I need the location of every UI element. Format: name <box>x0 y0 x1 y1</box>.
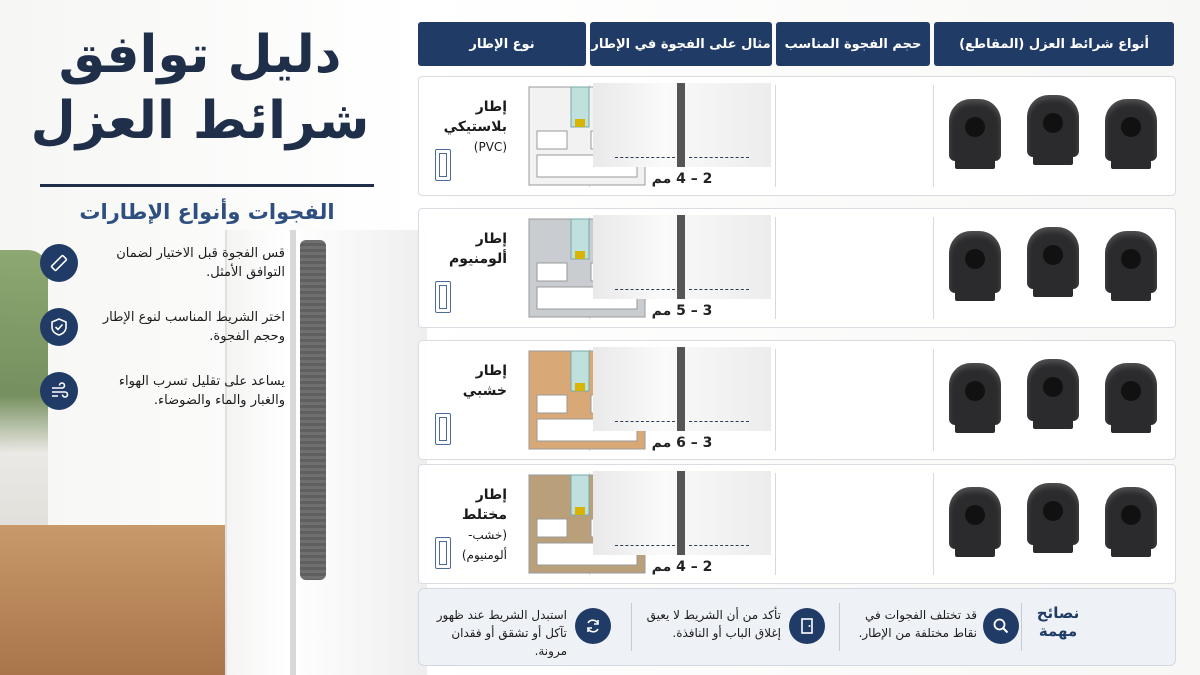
cell-divider <box>775 473 776 575</box>
ruler-icon <box>40 244 78 282</box>
seal-strip-profile <box>1027 227 1079 289</box>
header-frame-type: نوع الإطار <box>418 22 586 66</box>
title-line-2: شرائط العزل <box>30 91 370 151</box>
seal-strip-profile <box>1027 95 1079 157</box>
cell-divider <box>775 85 776 187</box>
footer-heading: نصائح مهمة <box>1036 604 1080 640</box>
footer-tip-text: استبدل الشريط عند ظهور تآكل أو تشقق أو فقدان مرونة. <box>436 608 567 658</box>
door-icon <box>789 608 825 644</box>
frame-name-text: إطار مختلط <box>461 487 507 523</box>
header-strip-types: أنواع شرائط العزل (المقاطع) <box>934 22 1174 66</box>
title-line-1: دليل توافق <box>58 25 342 85</box>
tip-choose <box>40 306 285 354</box>
footer-tip-text: تأكد من أن الشريط لا يعيق إغلاق الباب أو النافذة. <box>646 608 781 640</box>
wind-icon <box>40 372 78 410</box>
page-subtitle: الفجوات وأنواع الإطارات <box>79 200 335 224</box>
seal-strip-profile <box>949 363 1001 425</box>
cell-divider <box>933 349 934 451</box>
seal-strip-profile <box>1105 363 1157 425</box>
gap-size-label: 3 – 5 مم <box>651 303 713 319</box>
tip-measure <box>40 242 285 290</box>
magnifier-icon <box>983 608 1019 644</box>
gap-illustration <box>677 215 685 299</box>
title-divider <box>40 184 374 187</box>
header-gap-size: حجم الفجوة المناسب <box>776 22 930 66</box>
gap-illustration <box>677 83 685 167</box>
gap-size-label: 3 – 6 مم <box>651 435 713 451</box>
frame-name-text: إطار ألومنيوم <box>449 231 507 267</box>
seal-strip-profile <box>949 99 1001 161</box>
gap-size-label: 2 – 4 مم <box>651 559 713 575</box>
gap-arrow-left <box>615 421 675 422</box>
window-frame-icon <box>435 413 451 445</box>
door-frame-photo <box>225 230 427 675</box>
cell-divider <box>775 349 776 451</box>
tip-text: اختر الشريط المناسب لنوع الإطار وحجم الفجوة. <box>102 310 285 344</box>
cell-divider <box>775 217 776 319</box>
tip-benefit <box>40 370 285 418</box>
table-row <box>418 76 1176 196</box>
shield-check-icon <box>40 308 78 346</box>
gap-arrow-right <box>689 545 749 546</box>
frame-name-text: إطار خشبي <box>462 363 507 399</box>
frame-name-extra: (PVC) <box>473 140 507 154</box>
page-title <box>20 22 380 154</box>
door-frame-edge <box>290 230 296 675</box>
frame-name-text: إطار بلاستيكي <box>443 99 507 135</box>
header-gap-example: مثال على الفجوة في الإطار <box>590 22 772 66</box>
seal-strip-profile <box>949 231 1001 293</box>
footer-tip-text: قد تختلف الفجوات في نقاط مختلفة من الإطار. <box>858 608 977 640</box>
footer-tip-gaps <box>849 589 1019 665</box>
gap-arrow-right <box>689 421 749 422</box>
gap-illustration <box>677 471 685 555</box>
footer-divider <box>839 603 840 651</box>
frame-name-extra: (خشب-ألومنيوم) <box>461 528 507 562</box>
footer-divider <box>631 603 632 651</box>
frame-name <box>427 361 507 401</box>
frame-name <box>427 229 507 269</box>
footer-tip-door <box>639 589 829 665</box>
seal-strip-profile <box>1105 487 1157 549</box>
gap-illustration <box>677 347 685 431</box>
gap-arrow-left <box>615 545 675 546</box>
seal-strip-profile <box>1027 359 1079 421</box>
window-frame-icon <box>435 149 451 181</box>
seal-strip-profile <box>1105 231 1157 293</box>
installed-seal-strip <box>300 240 326 580</box>
cell-divider <box>933 85 934 187</box>
window-frame-icon <box>435 537 451 569</box>
gap-arrow-left <box>615 289 675 290</box>
gap-size-label: 2 – 4 مم <box>651 171 713 187</box>
footer-tip-replace <box>427 589 617 665</box>
table-row <box>418 208 1176 328</box>
seal-strip-profile <box>1027 483 1079 545</box>
gap-arrow-left <box>615 157 675 158</box>
gap-arrow-right <box>689 157 749 158</box>
seal-strip-profile <box>949 487 1001 549</box>
frame-name <box>427 97 507 157</box>
cell-divider <box>933 217 934 319</box>
gap-arrow-right <box>689 289 749 290</box>
tip-text: قس الفجوة قبل الاختيار لضمان التوافق الأمثل. <box>116 246 285 280</box>
table-row <box>418 340 1176 460</box>
window-frame-icon <box>435 281 451 313</box>
tip-text: يساعد على تقليل تسرب الهواء والغبار والماء والضوضاء. <box>118 374 285 408</box>
refresh-icon <box>575 608 611 644</box>
table-row <box>418 464 1176 584</box>
seal-strip-profile <box>1105 99 1157 161</box>
cell-divider <box>933 473 934 575</box>
